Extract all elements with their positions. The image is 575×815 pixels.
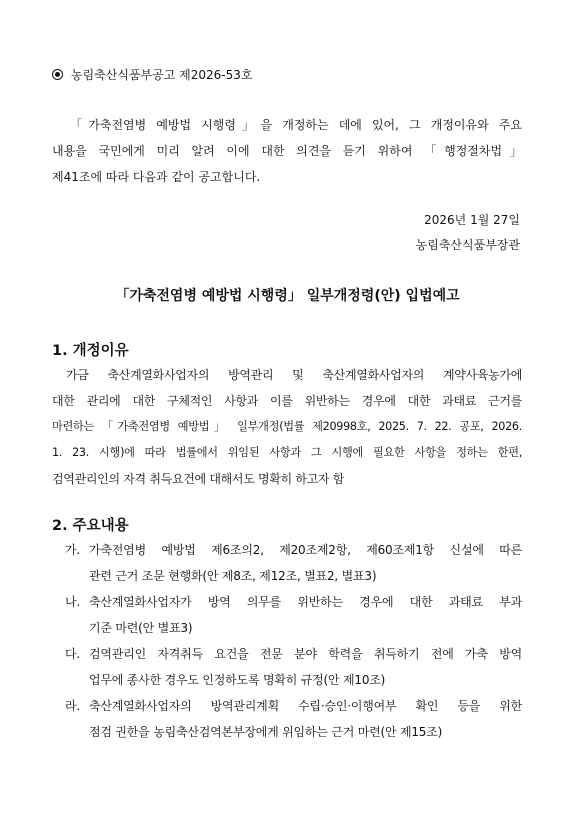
contents-list (65, 537, 522, 745)
reason-line: 마련하는 「가축전염병 예방법」 일부개정(법률 제20998호, 2025. 7. 22. 공포, 2026. (52, 420, 522, 433)
section-heading-contents: 2. 주요내용 (52, 518, 129, 534)
list-item-line: 축산계열화사업자의 방역관리계획 수립·승인·이행여부 확인 등을 위한 (89, 699, 522, 713)
list-item (65, 693, 522, 745)
circle-bullet-icon (52, 69, 63, 80)
list-item-mark: 나. (65, 595, 81, 609)
intro-line: 내용을 국민에게 미리 알려 이에 대한 의견을 듣기 위하여 「행정절차법」 (52, 144, 522, 158)
document-title: 「가축전염병 예방법 시행령」 일부개정령(안) 입법예고 (115, 288, 460, 304)
list-item-line: 가축전염병 예방법 제6조의2, 제20조제2항, 제60조제1항 신설에 따른 (89, 543, 522, 557)
reason-paragraph (52, 362, 522, 492)
signatory: 농림축산식품부장관 (415, 238, 520, 252)
list-item-line: 점검 권한을 농림축산검역본부장에게 위임하는 근거 마련(안 제15조) (89, 725, 443, 739)
list-item-line: 기준 마련(안 별표3) (89, 621, 193, 635)
list-item-line: 업무에 종사한 경우도 인정하도록 명확히 규정(안 제10조) (89, 673, 386, 687)
reason-line: 검역관리인의 자격 취득요건에 대해서도 명확히 하고자 함 (52, 472, 345, 486)
list-item-line: 관련 근거 조문 현행화(안 제8조, 제12조, 별표2, 별표3) (89, 569, 377, 583)
notice-number-text: 농림축산식품부공고 제2026-53호 (71, 68, 253, 82)
section-heading-reason: 1. 개정이유 (52, 343, 129, 359)
list-item-line: 축산계열화사업자가 방역 의무를 위반하는 경우에 대한 과태료 부과 (89, 595, 522, 609)
list-item (65, 641, 522, 693)
list-item (65, 589, 522, 641)
intro-line: 「가축전염병 예방법 시행령」을 개정하는 데에 있어, 그 개정이유와 주요 (70, 118, 522, 132)
notice-number (52, 66, 252, 83)
reason-line: 1. 23. 시행)에 따라 법률에서 위임된 사항과 그 시행에 필요한 사항을 정하는 한편, (52, 446, 522, 459)
reason-line: 가금 축산계열화사업자의 방역관리 및 축산계열화사업자의 계약사육농가에 (66, 368, 522, 382)
list-item-mark: 다. (65, 647, 81, 661)
notice-date: 2026년 1월 27일 (424, 213, 520, 227)
list-item (65, 537, 522, 589)
intro-paragraph (52, 112, 522, 190)
reason-line: 대한 관리에 대한 구체적인 사항과 이를 위반하는 경우에 대한 과태료 근거를 (52, 394, 522, 408)
list-item-line: 검역관리인 자격취득 요건을 전문 분야 학력을 취득하기 전에 가축 방역 (89, 647, 522, 661)
list-item-mark: 가. (65, 543, 81, 557)
list-item-mark: 라. (65, 699, 81, 713)
intro-line: 제41조에 따라 다음과 같이 공고합니다. (52, 170, 261, 184)
